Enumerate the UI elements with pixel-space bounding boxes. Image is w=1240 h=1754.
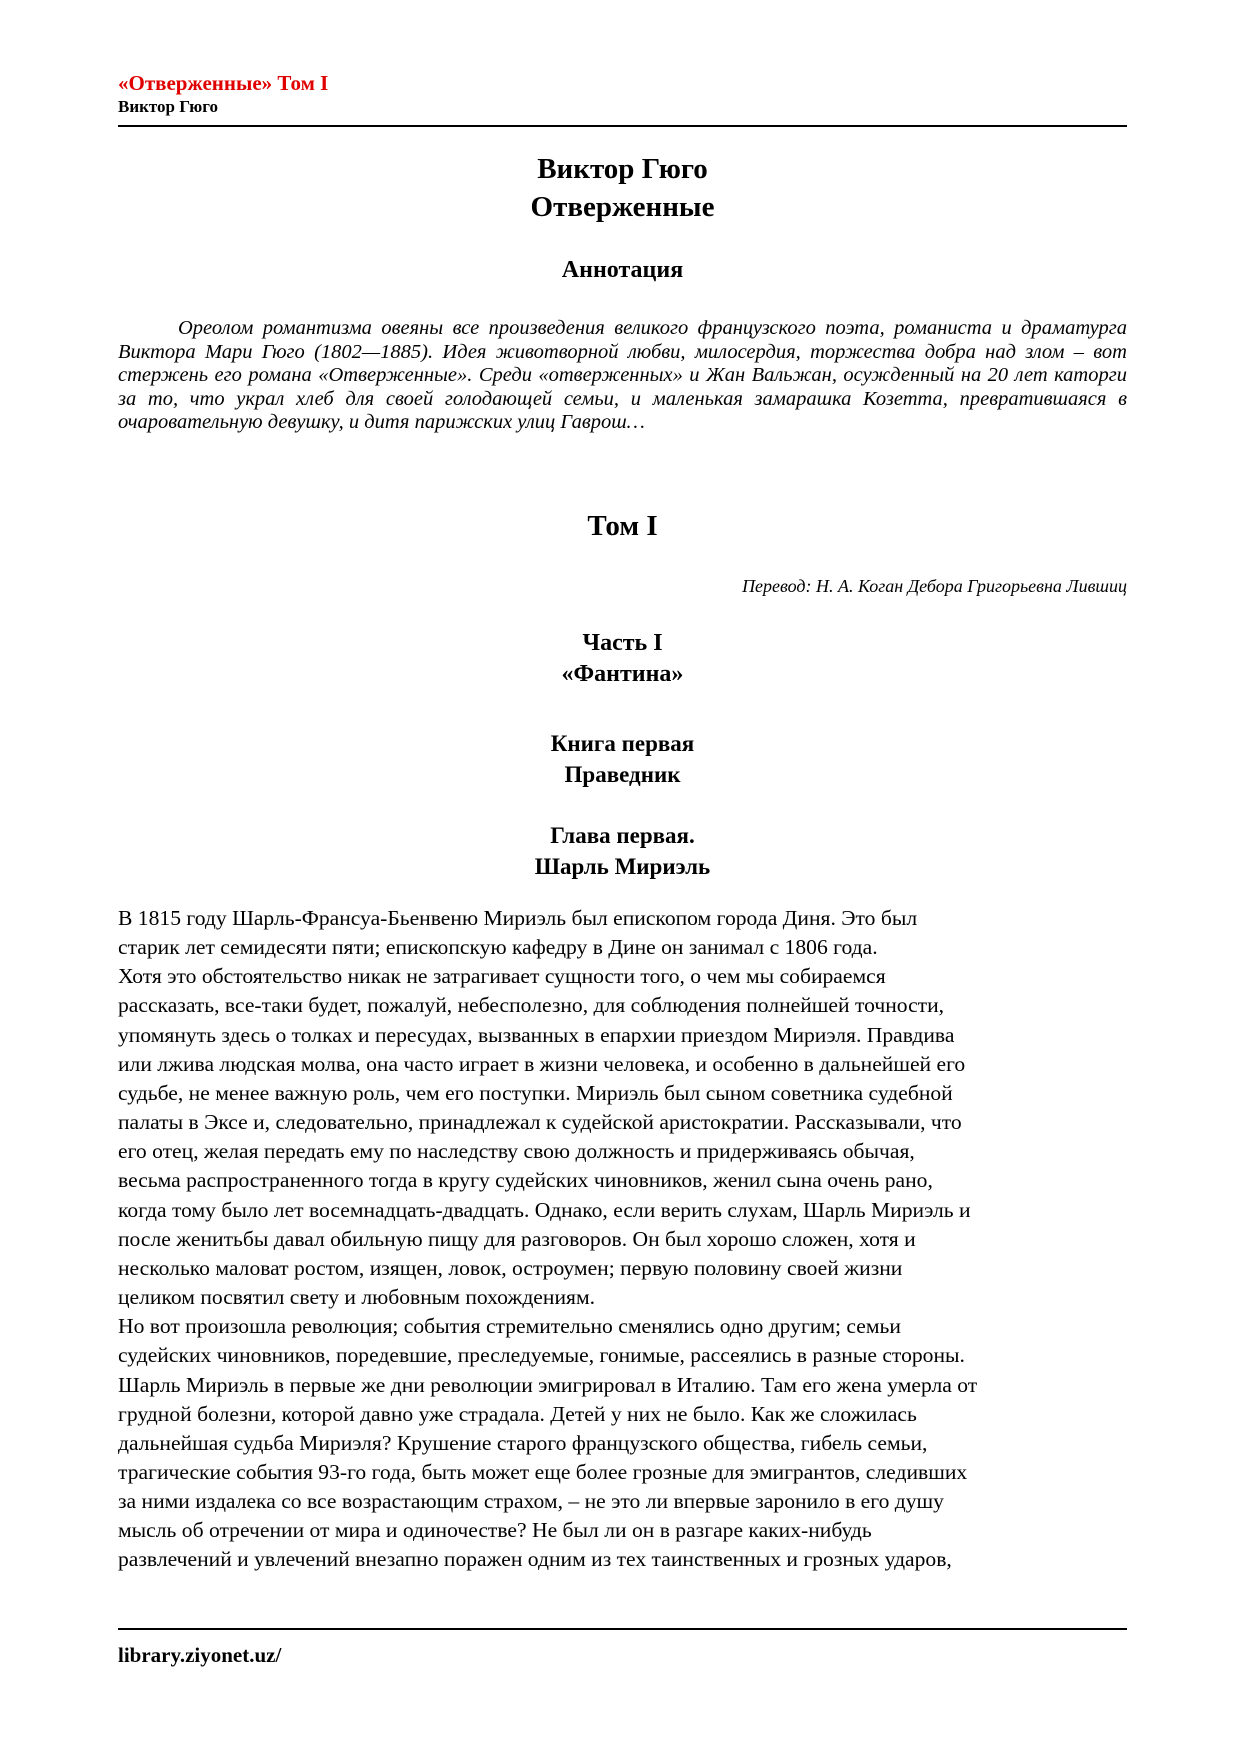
body-line: мысль об отречении от мира и одиночестве? Не был ли он в разгаре каких-нибудь: [118, 1518, 872, 1543]
book-author: Виктор Гюго: [537, 153, 708, 185]
translation-credit: Перевод: Н. А. Коган Дебора Григорьевна Лившиц: [742, 576, 1127, 596]
book-heading: [118, 728, 1127, 790]
body-line: Хотя это обстоятельство никак не затрагивает сущности того, о чем мы собираемся: [118, 964, 886, 989]
annotation-text: Ореолом романтизма овеяны все произведения великого французского поэта, романиста и драматурга Виктора Мари Гюго (1802—1885). Идея животворной любви, милосердия, торжества добра над злом – вот стержень его романа «Отверженные». Среди «отверженных» и Жан Вальжан, осужденный на 20 лет каторги за то, что украл хлеб для своей голодающей семьи, и маленькая замарашка Козетта, превратившаяся в очаровательную девушку, и дитя парижских улиц Гаврош…: [118, 317, 1127, 433]
body-line: В 1815 году Шарль-Франсуа-Бьенвеню Мириэль был епископом города Диня. Это был: [118, 906, 918, 930]
chapter-number: Глава первая.: [550, 823, 695, 848]
chapter-name: Шарль Мириэль: [534, 854, 711, 879]
running-header-title: «Отверженные» Том I: [118, 71, 329, 95]
body-line: целиком посвятил свету и любовным похождениям.: [118, 1285, 596, 1310]
part-name: «Фантина»: [561, 661, 684, 687]
body-line: несколько маловат ростом, изящен, ловок, остроумен; первую половину своей жизни: [118, 1255, 903, 1280]
body-line: весьма распространенного тогда в кругу судейских чиновников, женил сына очень рано,: [118, 1168, 933, 1193]
body-line: после женитьбы давал обильную пищу для разговоров. Он был хорошо сложен, хотя и: [118, 1226, 916, 1251]
body-line: рассказать, все-таки будет, пожалуй, небесполезно, для соблюдения полнейшей точности,: [118, 993, 945, 1018]
body-line: судейских чиновников, поредевшие, преследуемые, гонимые, рассеялись в разные стороны.: [118, 1343, 965, 1368]
footer-divider: [118, 1628, 1127, 1630]
body-line: палаты в Эксе и, следовательно, принадлежал к судейской аристократии. Рассказывали, что: [118, 1110, 962, 1135]
book-name: Праведник: [564, 762, 681, 787]
body-line: Но вот произошла революция; события стремительно сменялись одно другим; семьи: [118, 1314, 901, 1339]
body-line: за ними издалека со все возрастающим страхом, – не это ли впервые заронило в его душу: [118, 1489, 944, 1514]
body-line: Шарль Мириэль в первые же дни революции эмигрировал в Италию. Там его жена умерла от: [118, 1372, 978, 1397]
volume-title: Том I: [587, 510, 658, 542]
body-line: упомянуть здесь о толках и пересудах, вызванных в епархии приездом Мириэля. Правдива: [118, 1022, 955, 1047]
book-number: Книга первая: [550, 731, 695, 756]
body-line: дальнейшая судьба Мириэля? Крушение старого французского общества, гибель семьи,: [118, 1430, 928, 1455]
part-heading: [118, 628, 1127, 690]
chapter-body: [118, 904, 1133, 1575]
running-header-author: Виктор Гюго: [118, 97, 219, 116]
body-line: грудной болезни, которой давно уже страдала. Детей у них не было. Как же сложилась: [118, 1401, 917, 1426]
running-header: [118, 70, 1127, 118]
body-line: развлечений и увлечений внезапно поражен одним из тех таинственных и грозных ударов,: [118, 1547, 952, 1572]
body-line: старик лет семидесяти пяти; епископскую кафедру в Дине он занимал с 1806 года.: [118, 935, 878, 960]
body-line: или лжива людская молва, она часто играет в жизни человека, и особенно в дальнейшей его: [118, 1051, 966, 1076]
body-line: трагические события 93-го года, быть может еще более грозные для эмигрантов, следивших: [118, 1459, 968, 1484]
header-divider: [118, 125, 1127, 127]
document-page: [118, 0, 1127, 1754]
body-line: его отец, желая передать ему по наследству свою должность и придерживаясь обычая,: [118, 1139, 915, 1164]
annotation-heading: Аннотация: [561, 257, 684, 283]
book-title-block: [118, 150, 1127, 226]
body-line: судьбе, не менее важную роль, чем его поступки. Мириэль был сыном советника судебной: [118, 1080, 953, 1105]
body-line: когда тому было лет восемнадцать-двадцать. Однако, если верить слухам, Шарль Мириэль и: [118, 1197, 971, 1222]
chapter-heading: [118, 820, 1127, 882]
book-title: Отверженные: [530, 191, 715, 223]
footer-source-link[interactable]: library.ziyonet.uz/: [118, 1643, 282, 1667]
part-number: Часть I: [582, 630, 663, 656]
